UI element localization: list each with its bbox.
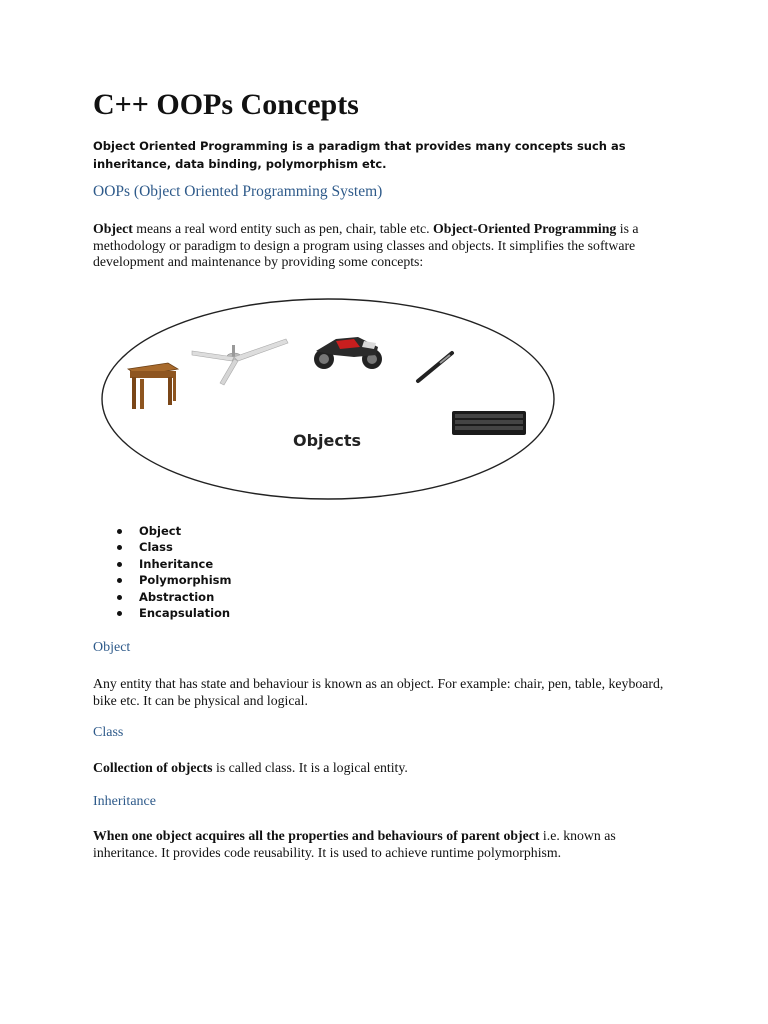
class-paragraph <box>93 760 678 777</box>
object-heading: Object <box>93 640 131 655</box>
inheritance-text: i.e. known as inheritance. It provides code reusability. It is used to achieve runtime polymorphism. <box>93 828 616 860</box>
objects-label: Objects <box>292 431 362 450</box>
oop-term: Object-Oriented Programming <box>433 221 617 236</box>
list-item: Object <box>117 523 232 539</box>
object-intro-text1: means a real word entity such as pen, chair, table etc. <box>132 221 434 236</box>
inheritance-paragraph <box>93 828 678 861</box>
class-heading: Class <box>93 725 124 740</box>
keyboard-icon <box>452 411 526 435</box>
object-intro-text2: is a methodology or paradigm to design a program using classes and objects. It simplifies the software development and maintenance by providing some concepts: <box>93 221 639 269</box>
concepts-list <box>117 523 232 621</box>
inheritance-term: When one object acquires all the properties and behaviours of parent object <box>93 828 540 843</box>
page-title: C++ OOPs Concepts <box>93 88 359 121</box>
object-term: Object <box>93 221 133 236</box>
object-intro-paragraph <box>93 221 678 271</box>
list-item: Class <box>117 539 232 555</box>
list-item: Abstraction <box>117 589 232 605</box>
objects-diagram <box>100 297 560 507</box>
inheritance-heading: Inheritance <box>93 794 156 809</box>
list-item: Polymorphism <box>117 572 232 588</box>
intro-paragraph: Object Oriented Programming is a paradigm that provides many concepts such as inheritance, data binding, polymorphism etc. <box>93 139 626 171</box>
class-term: Collection of objects <box>93 760 213 775</box>
object-paragraph: Any entity that has state and behaviour is known as an object. For example: chair, pen, table, keyboard, bike etc. It can be physical and logical. <box>93 676 664 708</box>
oops-heading: OOPs (Object Oriented Programming System) <box>93 183 383 200</box>
list-item: Encapsulation <box>117 605 232 621</box>
class-text: is called class. It is a logical entity. <box>212 760 408 775</box>
list-item: Inheritance <box>117 556 232 572</box>
